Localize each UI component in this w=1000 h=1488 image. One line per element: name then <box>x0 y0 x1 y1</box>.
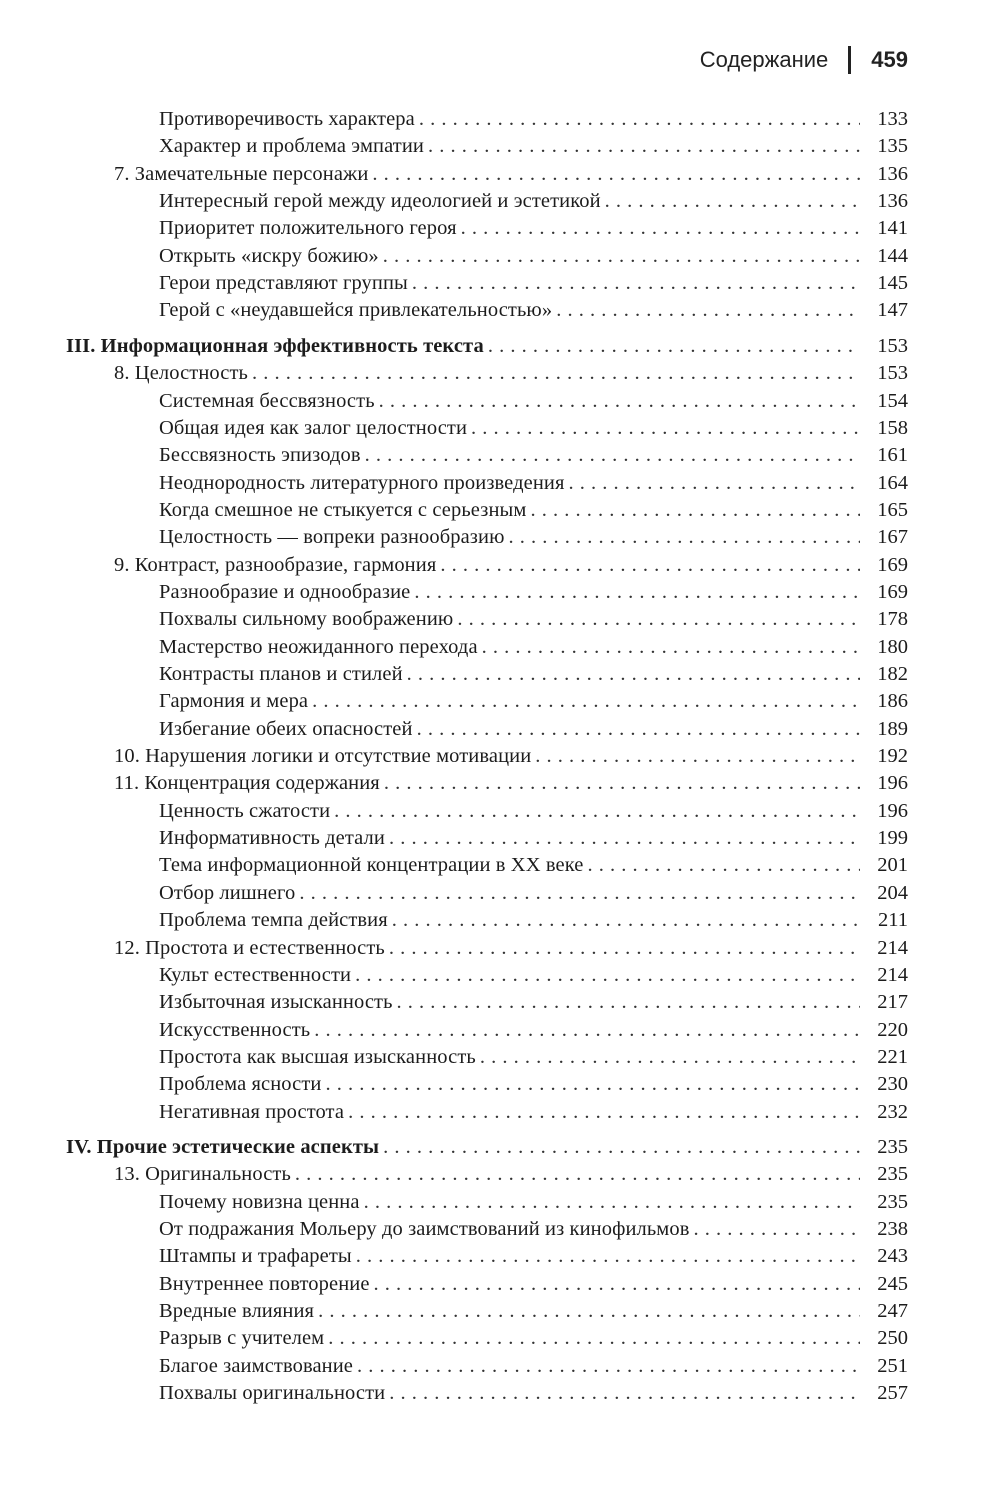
toc-entry-title: Бессвязность эпизодов <box>159 444 361 467</box>
toc-entry[interactable] <box>0 360 1000 387</box>
toc-dot-leader <box>356 1243 860 1270</box>
toc-dot-leader <box>412 270 860 297</box>
toc-entry-title: Когда смешное не стыкуется с серьезным <box>159 498 527 521</box>
toc-dot-leader <box>530 497 860 524</box>
toc-entry-page-number: 136 <box>877 190 908 213</box>
toc-entry[interactable] <box>0 825 1000 852</box>
toc-dot-leader <box>383 1134 860 1161</box>
toc-entry[interactable] <box>0 880 1000 907</box>
toc-entry-page-number: 169 <box>877 580 908 603</box>
toc-entry-title: Культ естественности <box>159 963 352 986</box>
toc-entry-title: От подражания Мольеру до заимствований из кинофильмов <box>159 1218 690 1240</box>
toc-entry[interactable] <box>0 962 1000 989</box>
toc-entry-page-number: 189 <box>877 717 908 740</box>
toc-entry-title: Герои представляют группы <box>159 272 408 295</box>
toc-entry-page-number: 136 <box>877 162 908 185</box>
toc-entry-title: 11. Концентрация содержания <box>114 772 380 795</box>
toc-entry-title: Противоречивость характера <box>159 108 415 130</box>
toc-entry-page-number: 144 <box>877 244 908 267</box>
toc-entry-page-number: 220 <box>877 1018 908 1041</box>
toc-entry-title: Приоритет положительного героя <box>159 217 457 240</box>
toc-entry[interactable] <box>0 1298 1000 1325</box>
toc-dot-leader <box>419 106 860 133</box>
toc-entry[interactable] <box>0 743 1000 770</box>
toc-entry-title: Контрасты планов и стилей <box>159 663 403 685</box>
toc-entry-page-number: 217 <box>877 991 908 1014</box>
toc-entry-page-number: 169 <box>877 553 908 576</box>
toc-dot-leader <box>508 524 860 551</box>
toc-entry-title: Избыточная изысканность <box>159 991 393 1014</box>
toc-entry[interactable] <box>0 243 1000 270</box>
toc-entry-title: Штампы и трафареты <box>159 1245 352 1268</box>
toc-entry-page-number: 235 <box>877 1190 908 1213</box>
toc-entry-page-number: 196 <box>877 799 908 822</box>
toc-entry-page-number: 251 <box>877 1354 908 1377</box>
running-header <box>700 42 908 78</box>
toc-entry[interactable] <box>0 133 1000 160</box>
toc-dot-leader <box>374 1271 860 1298</box>
toc-dot-leader <box>334 798 860 825</box>
toc-dot-leader <box>397 989 860 1016</box>
toc-entry-page-number: 165 <box>877 498 908 521</box>
toc-entry[interactable] <box>0 798 1000 825</box>
toc-entry-page-number: 164 <box>877 471 908 494</box>
toc-dot-leader <box>569 470 860 497</box>
toc-entry-title: 10. Нарушения логики и отсутствие мотивации <box>114 745 532 768</box>
toc-entry[interactable] <box>0 1044 1000 1071</box>
toc-dot-leader <box>364 1189 860 1216</box>
toc-dot-leader <box>328 1325 860 1352</box>
toc-entry-page-number: 167 <box>877 526 908 549</box>
toc-dot-leader <box>480 1044 860 1071</box>
toc-dot-leader <box>389 825 860 852</box>
toc-dot-leader <box>348 1099 860 1126</box>
toc-entry-title: Похвалы сильному воображению <box>159 608 454 631</box>
toc-entry-title: 13. Оригинальность <box>114 1163 291 1186</box>
toc-entry-title: Искусственность <box>159 1018 311 1041</box>
toc-entry-title: Благое заимствование <box>159 1354 353 1377</box>
toc-entry[interactable] <box>0 716 1000 743</box>
toc-entry-title: Проблема темпа действия <box>159 909 388 932</box>
toc-entry-title: Негативная простота <box>159 1100 345 1123</box>
toc-dot-leader <box>326 1071 861 1098</box>
toc-entry[interactable] <box>0 497 1000 524</box>
toc-dot-leader <box>384 770 860 797</box>
toc-entry-page-number: 158 <box>877 416 908 439</box>
toc-entry-title: Мастерство неожиданного перехода <box>159 635 478 658</box>
toc-entry[interactable] <box>0 989 1000 1016</box>
toc-entry-title: III. Информационная эффективность текста <box>66 334 484 357</box>
toc-entry[interactable] <box>0 106 1000 133</box>
toc-entry-page-number: 182 <box>877 663 908 685</box>
toc-entry-page-number: 153 <box>877 362 908 385</box>
toc-dot-leader <box>461 215 860 242</box>
toc-entry-page-number: 221 <box>877 1045 908 1068</box>
toc-entry-title: 9. Контраст, разнообразие, гармония <box>114 553 437 576</box>
toc-entry-title: Почему новизна ценна <box>159 1190 360 1213</box>
toc-dot-leader <box>694 1216 860 1243</box>
toc-entry-page-number: 161 <box>877 444 908 467</box>
toc-entry[interactable] <box>0 1216 1000 1243</box>
toc-entry[interactable] <box>0 388 1000 415</box>
toc-dot-leader <box>252 360 860 387</box>
toc-entry-title: Отбор лишнего <box>159 881 296 904</box>
toc-entry-page-number: 230 <box>877 1073 908 1096</box>
toc-entry-page-number: 243 <box>877 1245 908 1268</box>
toc-entry[interactable] <box>0 415 1000 442</box>
toc-dot-leader <box>471 415 860 442</box>
toc-entry[interactable] <box>0 579 1000 606</box>
toc-entry-title: Внутреннее повторение <box>159 1272 370 1295</box>
toc-entry-title: 12. Простота и естественность <box>114 936 385 959</box>
toc-entry[interactable] <box>0 333 1000 360</box>
toc-entry-page-number: 135 <box>877 135 908 158</box>
toc-entry[interactable] <box>0 1017 1000 1044</box>
toc-entry[interactable] <box>0 297 1000 324</box>
toc-entry[interactable] <box>0 606 1000 633</box>
toc-entry[interactable] <box>0 1161 1000 1188</box>
toc-dot-leader <box>605 188 860 215</box>
toc-entry[interactable] <box>0 524 1000 551</box>
toc-dot-leader <box>414 579 860 606</box>
toc-entry[interactable] <box>0 270 1000 297</box>
toc-dot-leader <box>417 716 860 743</box>
toc-entry-page-number: 180 <box>877 635 908 658</box>
toc-entry-title: 7. Замечательные персонажи <box>114 162 369 185</box>
toc-entry-page-number: 199 <box>877 827 908 850</box>
toc-dot-leader <box>379 388 860 415</box>
toc-dot-leader <box>295 1161 860 1188</box>
toc-entry[interactable] <box>0 442 1000 469</box>
toc-entry-page-number: 154 <box>877 389 908 412</box>
toc-entry[interactable] <box>0 1325 1000 1352</box>
toc-entry-title: Открыть «искру божию» <box>159 244 379 267</box>
toc-entry-title: 8. Целостность <box>114 362 248 385</box>
toc-entry-title: Разнообразие и однообразие <box>159 580 411 603</box>
toc-entry-page-number: 235 <box>877 1135 908 1158</box>
toc-dot-leader <box>482 634 860 661</box>
toc-entry[interactable] <box>0 688 1000 715</box>
toc-entry-page-number: 133 <box>877 108 908 130</box>
toc-entry-title: Вредные влияния <box>159 1300 315 1323</box>
toc-entry-page-number: 257 <box>877 1382 908 1405</box>
toc-entry-title: Гармония и мера <box>159 690 309 713</box>
toc-entry[interactable] <box>0 552 1000 579</box>
toc-entry-page-number: 245 <box>877 1272 908 1295</box>
toc-entry-page-number: 238 <box>877 1218 908 1240</box>
toc-entry-page-number: 186 <box>877 690 908 713</box>
header-section-title: Содержание <box>699 47 829 72</box>
toc-entry-title: Целостность — вопреки разнообразию <box>159 526 505 549</box>
toc-entry[interactable] <box>0 188 1000 215</box>
toc-entry-title: Похвалы оригинальности <box>159 1382 386 1405</box>
toc-entry[interactable] <box>0 661 1000 688</box>
toc-entry-page-number: 145 <box>877 272 908 295</box>
toc-entry[interactable] <box>0 1353 1000 1380</box>
toc-entry[interactable] <box>0 1099 1000 1126</box>
toc-entry-title: Системная бессвязность <box>159 389 375 412</box>
toc-entry-title: Характер и проблема эмпатии <box>159 135 424 158</box>
toc-entry-page-number: 247 <box>877 1300 908 1323</box>
toc-dot-leader <box>535 743 860 770</box>
toc-entry[interactable] <box>0 852 1000 879</box>
toc-entry-title: Интересный герой между идеологией и эстетикой <box>159 190 601 213</box>
toc-dot-leader <box>457 606 860 633</box>
toc-entry[interactable] <box>0 1243 1000 1270</box>
toc-entry-page-number: 147 <box>877 299 908 322</box>
toc-entry[interactable] <box>0 1071 1000 1098</box>
toc-dot-leader <box>355 962 860 989</box>
toc-entry-page-number: 204 <box>877 881 908 904</box>
toc-entry-title: Простота как высшая изысканность <box>159 1045 476 1068</box>
toc-entry[interactable] <box>0 470 1000 497</box>
toc-entry-title: Разрыв с учителем <box>159 1327 325 1350</box>
toc-dot-leader <box>556 297 860 324</box>
toc-dot-leader <box>389 935 860 962</box>
toc-dot-leader <box>383 243 860 270</box>
toc-entry-page-number: 201 <box>877 854 908 877</box>
toc-entry-title: Проблема ясности <box>159 1073 322 1096</box>
toc-entry-page-number: 214 <box>877 963 908 986</box>
toc-entry-page-number: 196 <box>877 772 908 795</box>
toc-dot-leader <box>357 1353 860 1380</box>
toc-dot-leader <box>587 852 860 879</box>
toc-entry-page-number: 250 <box>877 1327 908 1350</box>
toc-dot-leader <box>428 133 860 160</box>
toc-dot-leader <box>314 1017 860 1044</box>
toc-entry[interactable] <box>0 935 1000 962</box>
toc-entry[interactable] <box>0 1380 1000 1407</box>
toc-dot-leader <box>440 552 860 579</box>
toc-entry-page-number: 211 <box>878 909 908 932</box>
toc-entry[interactable] <box>0 215 1000 242</box>
toc-dot-leader <box>318 1298 860 1325</box>
toc-entry-page-number: 235 <box>877 1163 908 1186</box>
toc-entry-title: Избегание обеих опасностей <box>159 717 413 740</box>
header-page-number: 459 <box>871 47 908 72</box>
toc-entry-title: Герой с «неудавшейся привлекательностью» <box>159 299 553 322</box>
toc-dot-leader <box>299 880 860 907</box>
toc-dot-leader <box>488 333 860 360</box>
toc-entry-page-number: 192 <box>877 745 908 768</box>
toc-entry-page-number: 178 <box>877 608 908 631</box>
toc-entry-page-number: 214 <box>877 936 908 959</box>
toc-entry-page-number: 232 <box>877 1100 908 1123</box>
header-separator <box>848 46 851 74</box>
toc-entry[interactable] <box>0 1189 1000 1216</box>
toc-entry-page-number: 153 <box>877 334 908 357</box>
toc-dot-leader <box>312 688 860 715</box>
toc-entry-title: IV. Прочие эстетические аспекты <box>66 1135 380 1158</box>
toc-dot-leader <box>389 1380 860 1407</box>
toc-entry-title: Ценность сжатости <box>159 799 331 822</box>
toc-dot-leader <box>365 442 860 469</box>
toc-entry-page-number: 141 <box>877 217 908 240</box>
toc-entry-title: Общая идея как залог целостности <box>159 416 468 439</box>
toc-entry[interactable] <box>0 634 1000 661</box>
toc-entry[interactable] <box>0 161 1000 188</box>
toc-dot-leader <box>372 161 860 188</box>
toc-entry[interactable] <box>0 770 1000 797</box>
toc-dot-leader <box>407 661 860 688</box>
toc-entry[interactable] <box>0 1271 1000 1298</box>
toc-entry[interactable] <box>0 907 1000 934</box>
toc-entry-title: Тема информационной концентрации в XX веке <box>159 854 584 877</box>
toc-entry[interactable] <box>0 1134 1000 1161</box>
toc-dot-leader <box>392 907 860 934</box>
toc-entry-title: Неоднородность литературного произведения <box>159 471 565 494</box>
toc-entry-title: Информативность детали <box>159 827 385 850</box>
